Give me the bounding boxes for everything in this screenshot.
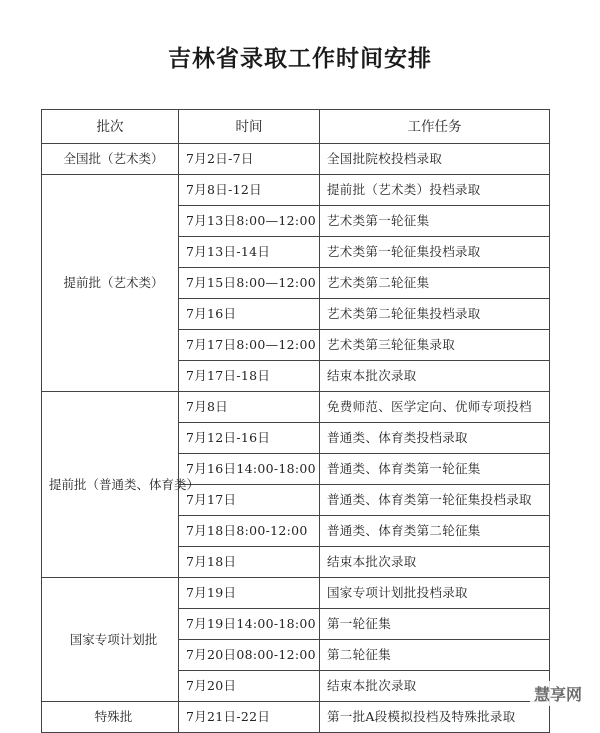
time-cell: 7月16日 — [179, 299, 320, 330]
task-cell: 提前批（艺术类）投档录取 — [320, 175, 550, 206]
task-cell: 第二轮征集 — [320, 640, 550, 671]
table-header-row — [42, 110, 550, 144]
table-body — [42, 144, 550, 733]
batch-cell: 提前批（艺术类） — [42, 175, 179, 392]
task-cell: 艺术类第一轮征集 — [320, 206, 550, 237]
time-cell: 7月20日 — [179, 671, 320, 702]
batch-cell: 提前批（普通类、体育类） — [42, 392, 179, 578]
time-cell: 7月19日 — [179, 578, 320, 609]
time-cell: 7月13日-14日 — [179, 237, 320, 268]
task-cell: 普通类、体育类第二轮征集 — [320, 516, 550, 547]
time-cell: 7月17日8:00—12:00 — [179, 330, 320, 361]
table-row — [42, 702, 550, 733]
task-cell: 艺术类第二轮征集投档录取 — [320, 299, 550, 330]
table-row — [42, 578, 550, 609]
watermark: 慧享网 — [530, 681, 586, 706]
time-cell: 7月13日8:00—12:00 — [179, 206, 320, 237]
task-cell: 普通类、体育类第一轮征集投档录取 — [320, 485, 550, 516]
time-cell: 7月19日14:00-18:00 — [179, 609, 320, 640]
table-row — [42, 144, 550, 175]
batch-cell: 国家专项计划批 — [42, 578, 179, 702]
page-title: 吉林省录取工作时间安排 — [168, 45, 432, 72]
task-cell: 结束本批次录取 — [320, 547, 550, 578]
time-cell: 7月18日8:00-12:00 — [179, 516, 320, 547]
task-cell: 结束本批次录取 — [320, 671, 550, 702]
time-cell: 7月17日-18日 — [179, 361, 320, 392]
task-cell: 第一批A段模拟投档及特殊批录取 — [320, 702, 550, 733]
header-task: 工作任务 — [320, 110, 550, 144]
header-time: 时间 — [179, 110, 320, 144]
time-cell: 7月21日-22日 — [179, 702, 320, 733]
table-row — [42, 175, 550, 206]
time-cell: 7月8日-12日 — [179, 175, 320, 206]
task-cell: 免费师范、医学定向、优师专项投档 — [320, 392, 550, 423]
table-row — [42, 392, 550, 423]
task-cell: 结束本批次录取 — [320, 361, 550, 392]
task-cell: 艺术类第一轮征集投档录取 — [320, 237, 550, 268]
schedule-table — [41, 109, 550, 733]
batch-cell: 全国批（艺术类） — [42, 144, 179, 175]
header-batch: 批次 — [42, 110, 179, 144]
time-cell: 7月2日-7日 — [179, 144, 320, 175]
time-cell: 7月20日08:00-12:00 — [179, 640, 320, 671]
time-cell: 7月16日14:00-18:00 — [179, 454, 320, 485]
batch-cell: 特殊批 — [42, 702, 179, 733]
task-cell: 全国批院校投档录取 — [320, 144, 550, 175]
time-cell: 7月12日-16日 — [179, 423, 320, 454]
task-cell: 艺术类第三轮征集录取 — [320, 330, 550, 361]
time-cell: 7月18日 — [179, 547, 320, 578]
task-cell: 普通类、体育类投档录取 — [320, 423, 550, 454]
time-cell: 7月15日8:00—12:00 — [179, 268, 320, 299]
task-cell: 艺术类第二轮征集 — [320, 268, 550, 299]
task-cell: 第一轮征集 — [320, 609, 550, 640]
task-cell: 国家专项计划批投档录取 — [320, 578, 550, 609]
task-cell: 普通类、体育类第一轮征集 — [320, 454, 550, 485]
time-cell: 7月17日 — [179, 485, 320, 516]
time-cell: 7月8日 — [179, 392, 320, 423]
